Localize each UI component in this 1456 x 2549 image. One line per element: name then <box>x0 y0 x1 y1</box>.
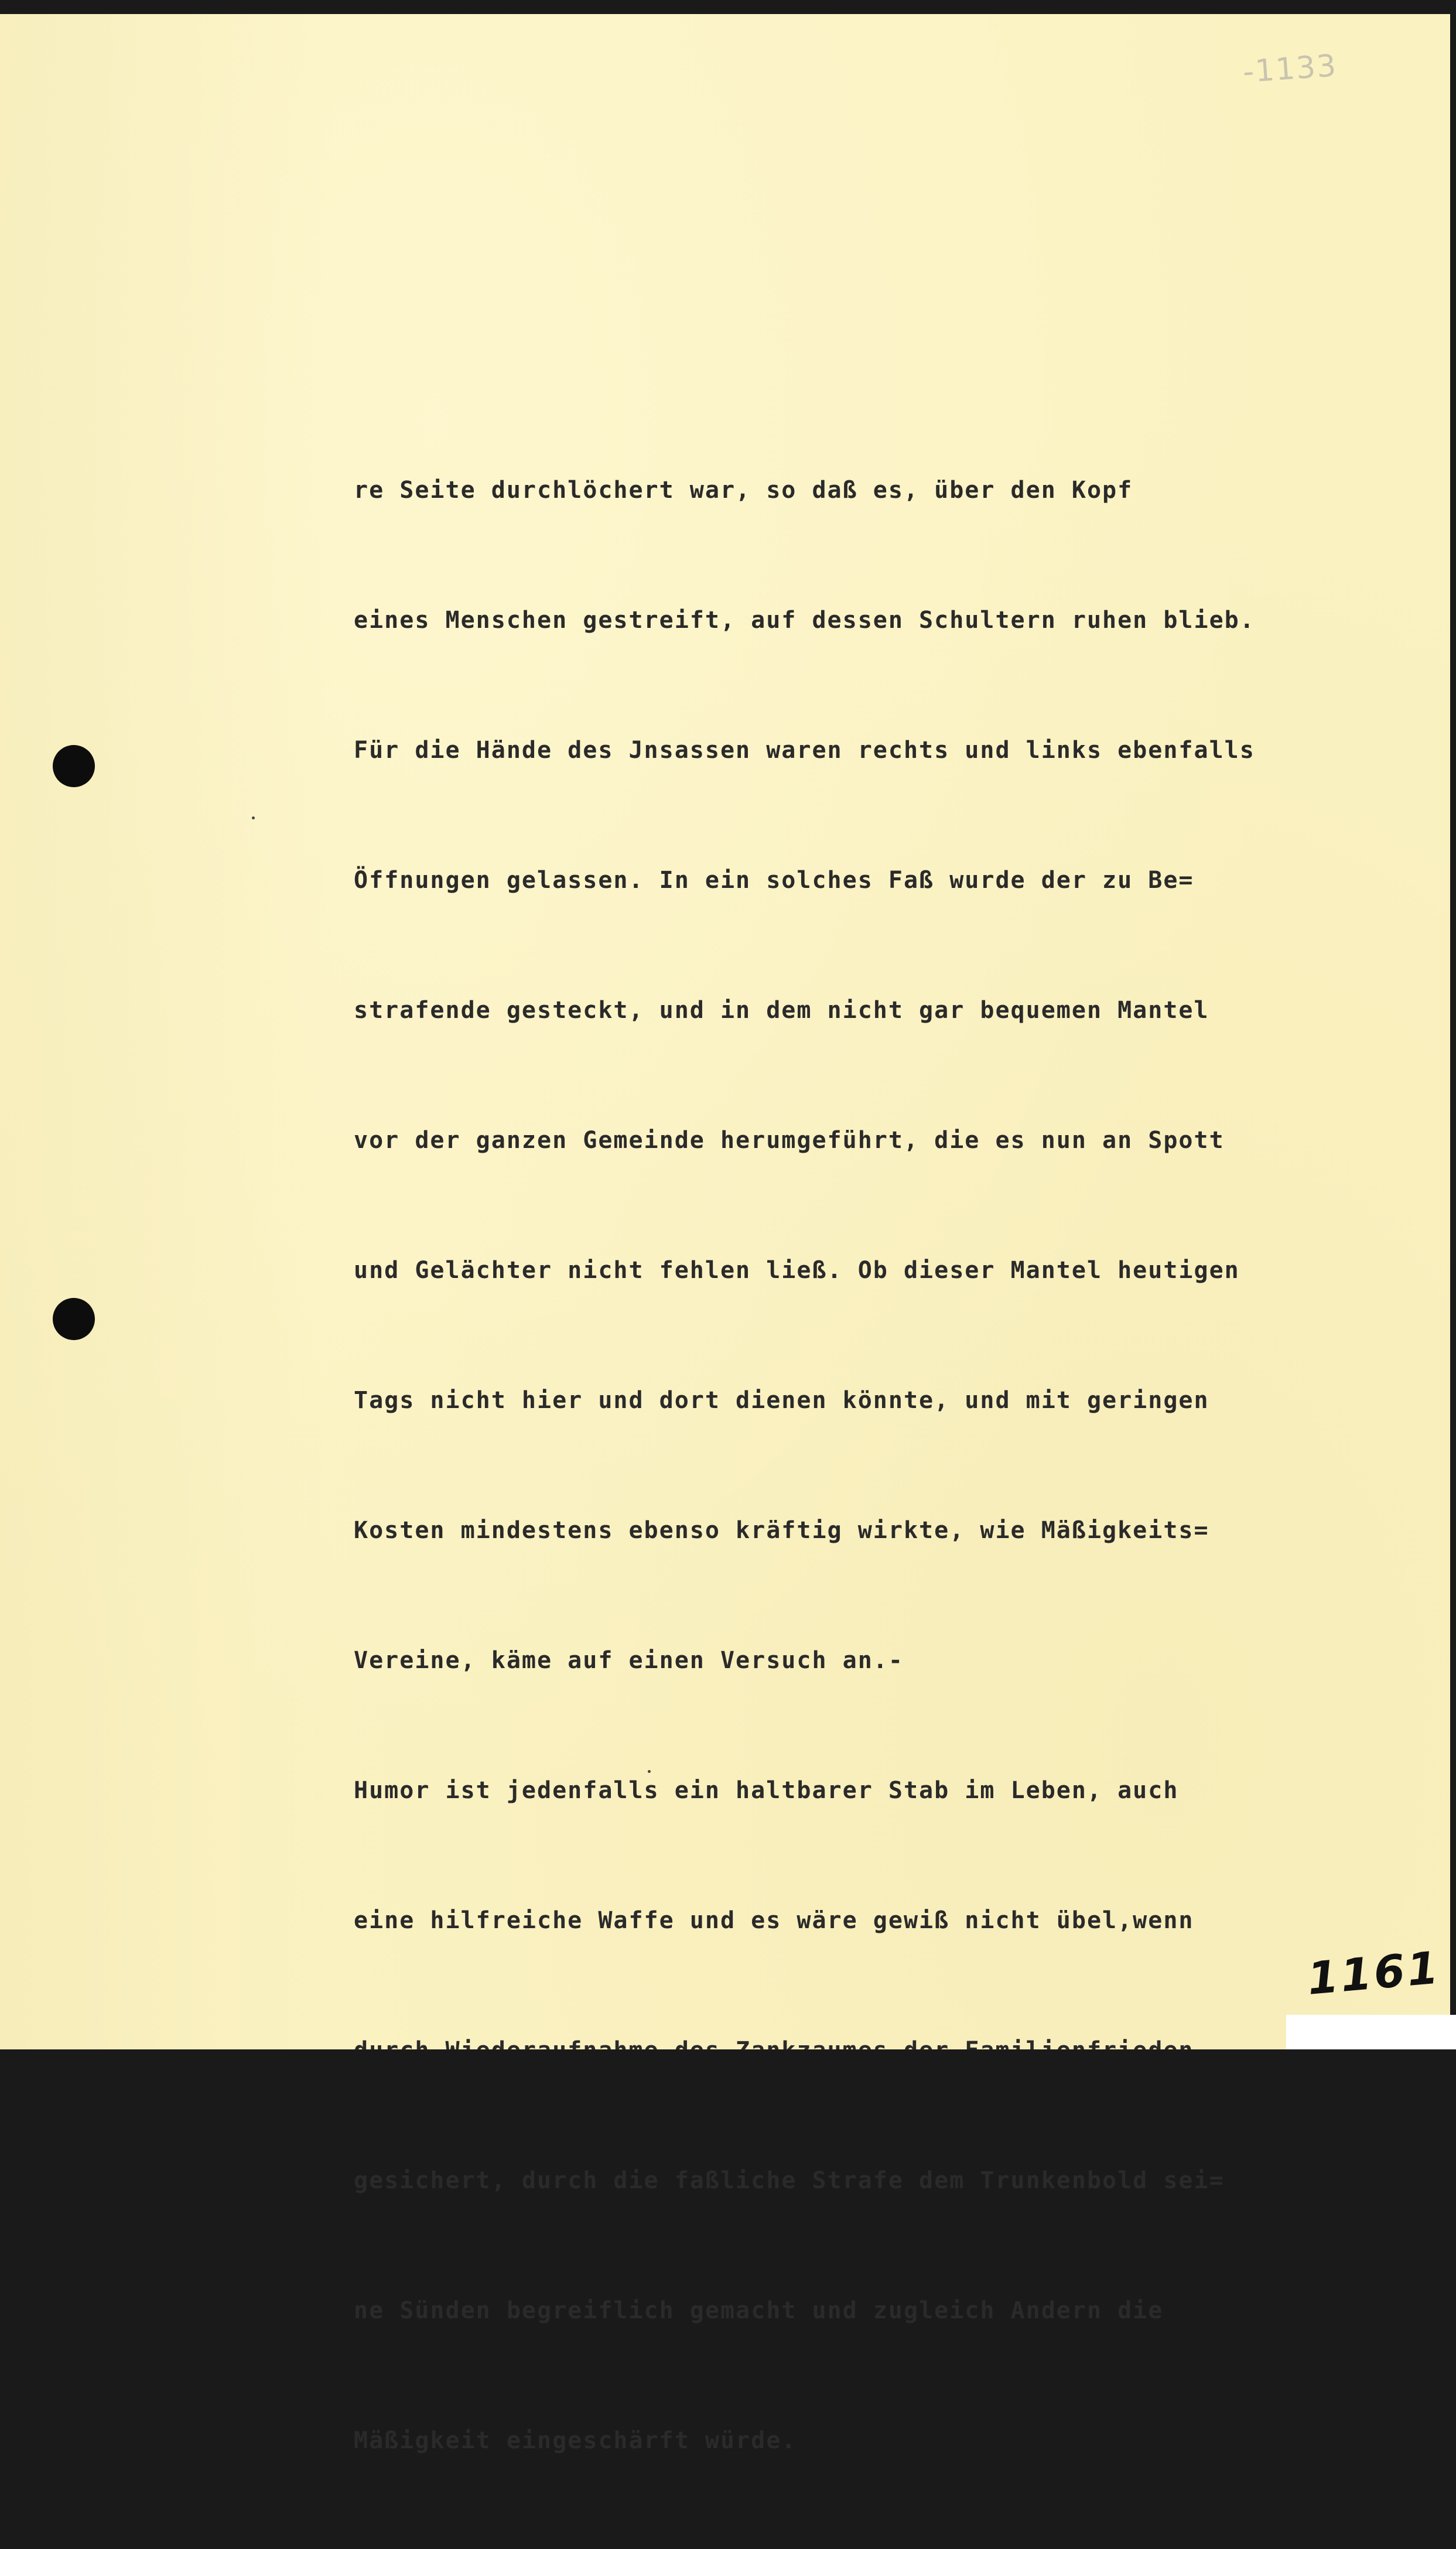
text-line: Für die Hände des Jnsassen waren rechts und links ebenfalls <box>354 737 1255 764</box>
paper-shading <box>0 14 328 2049</box>
text-line: eines Menschen gestreift, auf dessen Schultern ruhen blieb. <box>354 607 1255 634</box>
paper-speck <box>648 1770 651 1773</box>
text-line: strafende gesteckt, und in dem nicht gar bequemen Mantel <box>354 997 1209 1024</box>
text-line: Tags nicht hier und dort dienen könnte, und mit geringen <box>354 1387 1209 1414</box>
archive-number: -1133 <box>1242 48 1339 90</box>
punch-hole <box>53 745 95 787</box>
text-line: re Seite durchlöchert war, so daß es, über den Kopf <box>354 477 1133 504</box>
scan-border <box>0 2049 1456 2060</box>
text-line: Mäßigkeit eingeschärft würde. <box>354 2427 797 2454</box>
text-line: Humor ist jedenfalls ein haltbarer Stab im Leben, auch <box>354 1777 1179 1804</box>
text-line: vor der ganzen Gemeinde herumgeführt, die es nun an Spott <box>354 1127 1225 1154</box>
text-line: eine hilfreiche Waffe und es wäre gewiß nicht übel,wenn <box>354 1907 1194 1934</box>
paper-speck <box>252 816 255 819</box>
document-page <box>0 14 1455 2454</box>
punch-hole <box>53 1298 95 1340</box>
text-line: Öffnungen gelassen. In ein solches Faß wurde der zu Be= <box>354 867 1194 894</box>
typed-paragraph <box>354 382 1443 2549</box>
text-line: Kosten mindestens ebenso kräftig wirkte, wie Mäßigkeits= <box>354 1517 1209 1544</box>
text-line: Vereine, käme auf einen Versuch an.- <box>354 1647 904 1674</box>
folio-number: 1161 <box>1305 1941 1443 2005</box>
text-line: gesichert, durch die faßliche Strafe dem Trunkenbold sei= <box>354 2167 1225 2194</box>
text-line: ne Sünden begreiflich gemacht und zugleich Andern die <box>354 2297 1164 2324</box>
text-line: und Gelächter nicht fehlen ließ. Ob dieser Mantel heutigen <box>354 1257 1240 1284</box>
